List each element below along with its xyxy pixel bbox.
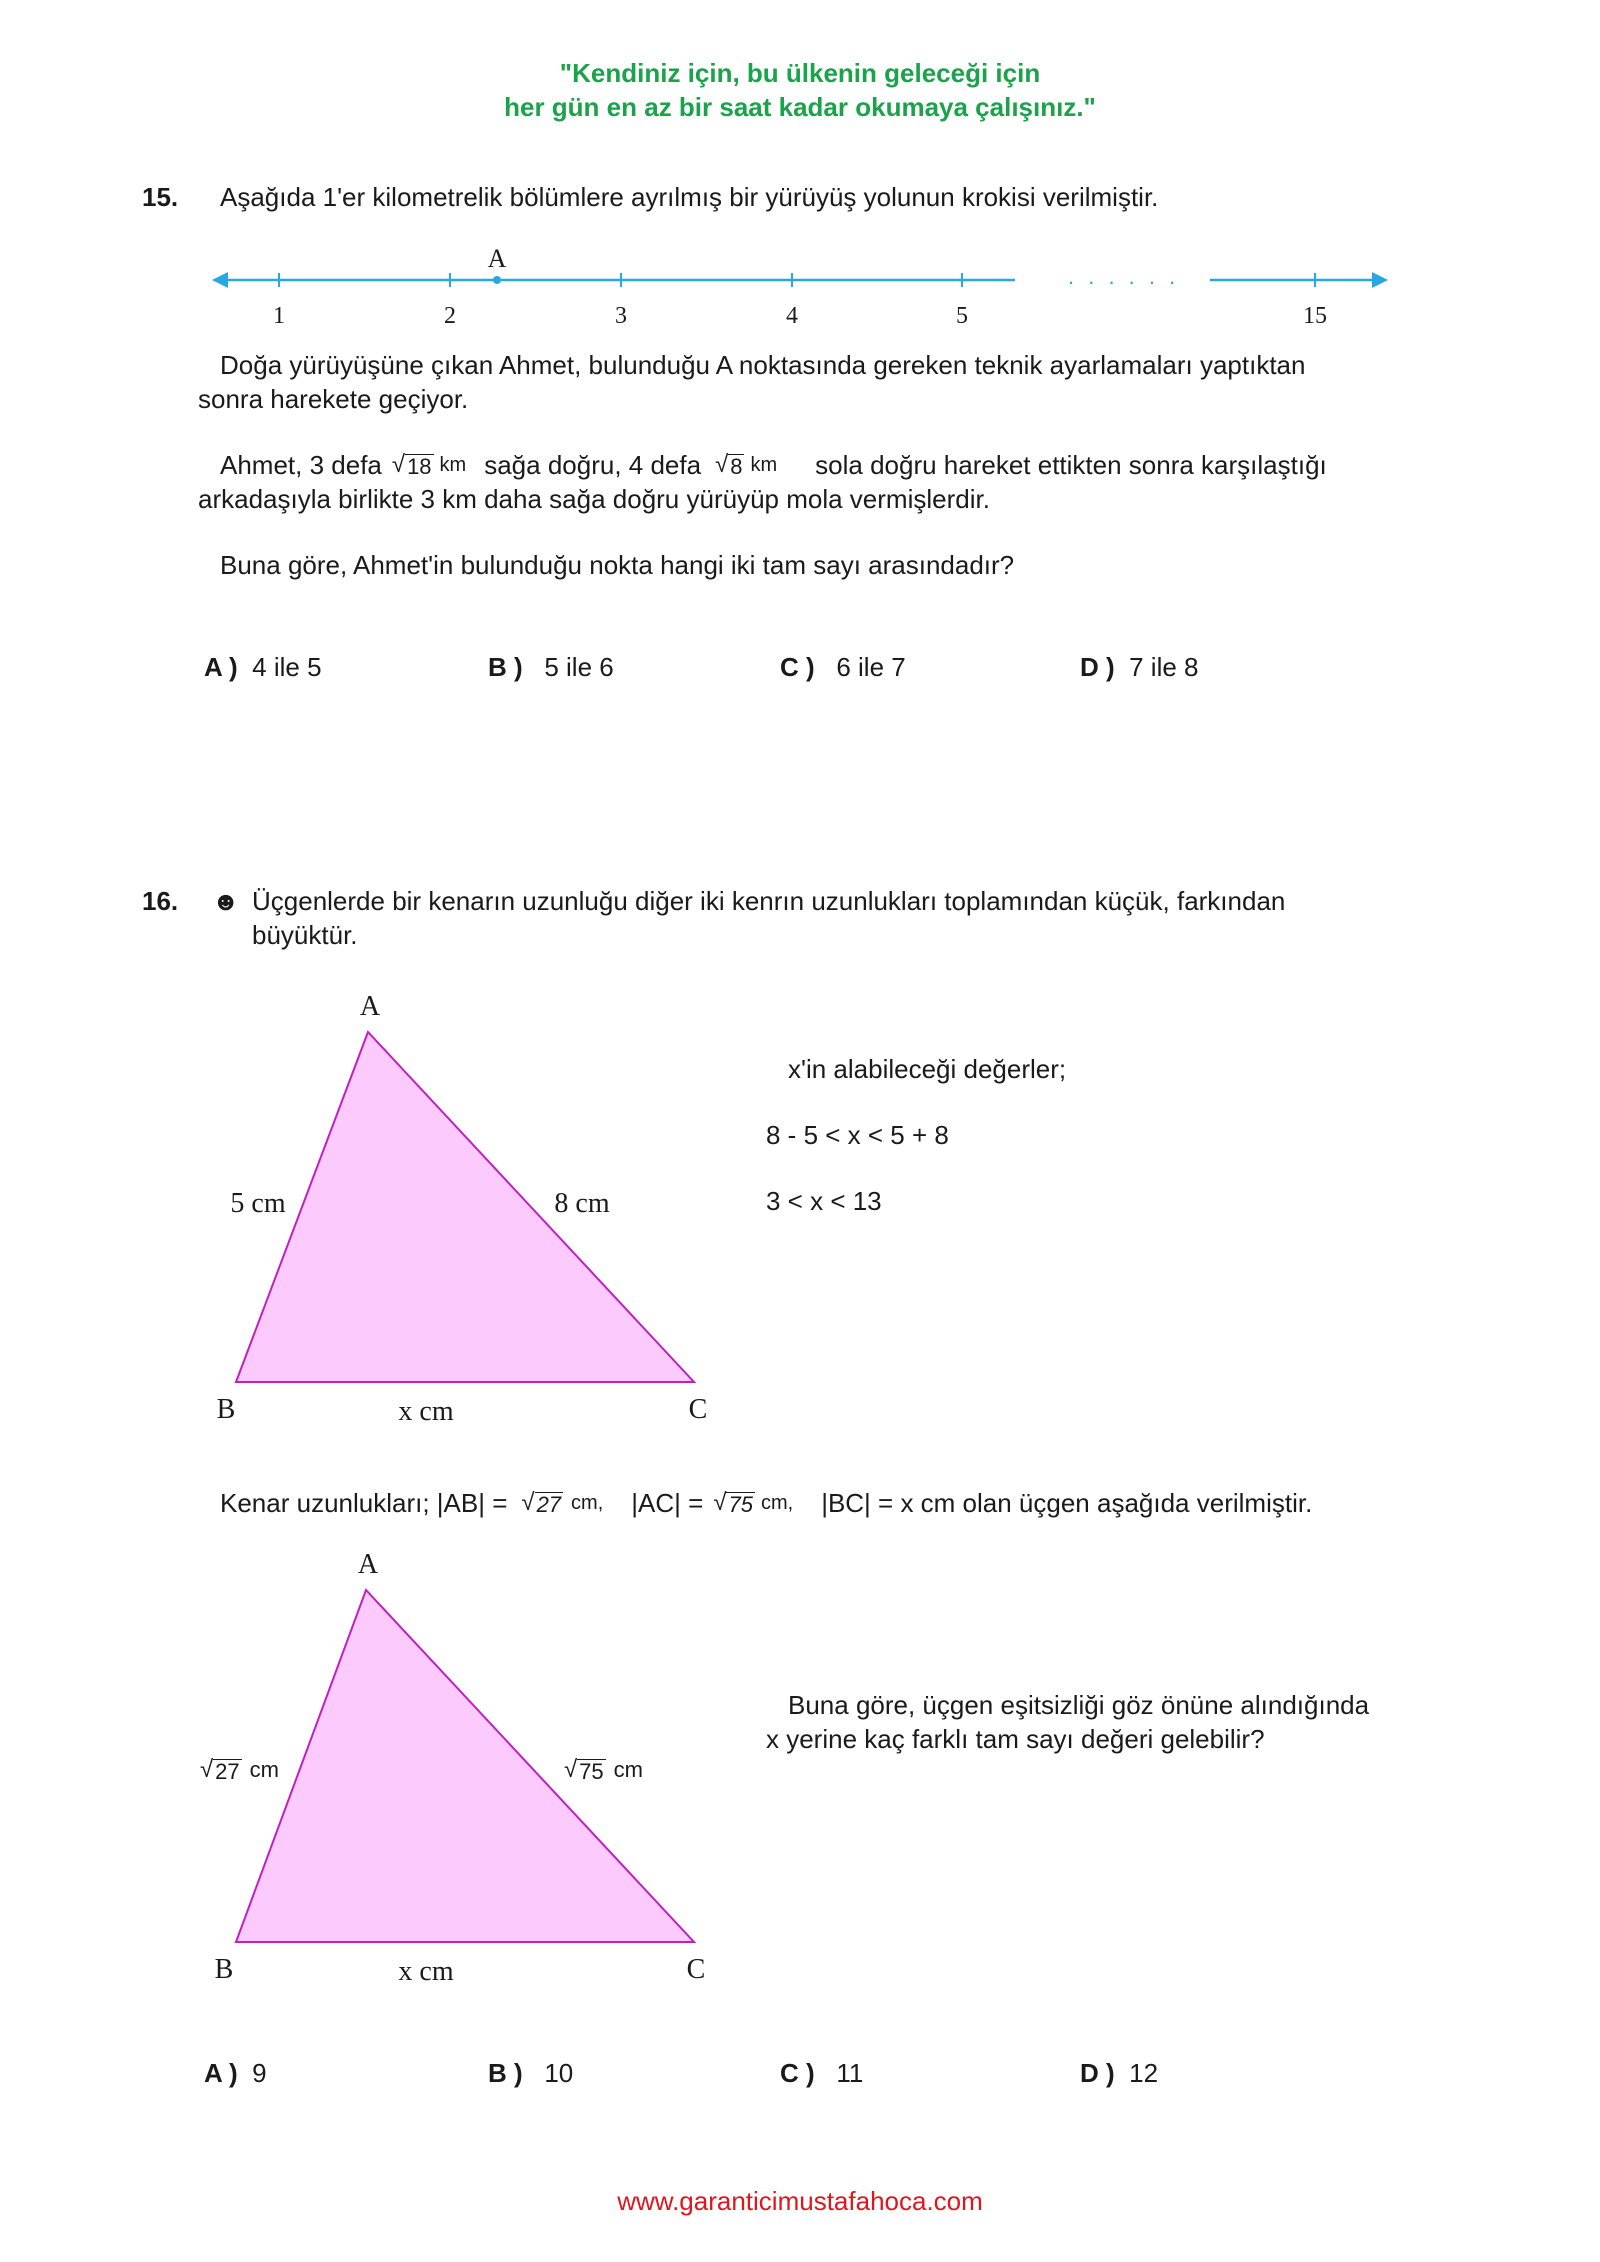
sqrt-icon: √ (391, 451, 406, 478)
vertex-c-label: C (688, 1394, 708, 1425)
q16-option-c[interactable]: C ) 11 (780, 2058, 864, 2088)
sqrt-18: √ 18 (392, 448, 434, 482)
tick-label-3: 3 (615, 303, 627, 329)
sqrt-icon: √ (521, 1489, 535, 1516)
q15-para1-line2: sonra harekete geçiyor. (198, 384, 469, 414)
vertex-a-label: A (359, 991, 381, 1022)
example-inequality-2: 3 < x < 13 (766, 1186, 882, 1216)
example-title: x'in alabileceği değerler; (788, 1054, 1067, 1084)
q16-question-line2: x yerine kaç farklı tam sayı değeri gelebilir? (766, 1724, 1265, 1754)
tick-label-5: 5 (956, 303, 968, 329)
tick-label-2: 2 (444, 303, 456, 329)
vertex-b-label: B (216, 1394, 236, 1425)
q16-option-b[interactable]: B ) 10 (488, 2058, 574, 2088)
point-a-marker (493, 276, 501, 284)
side-ac-root-label: √ 75 cm (564, 1753, 643, 1787)
vertex-b-label: B (214, 1954, 234, 1985)
q16-question-line1: Buna göre, üçgen eşitsizliği göz önüne alındığında (788, 1690, 1370, 1720)
triangle-abc-example (236, 1032, 694, 1382)
header-quote-line2: her gün en az bir saat kadar okumaya çalışınız." (504, 92, 1096, 122)
sqrt-75: √ 75 (713, 1486, 755, 1520)
sqrt-icon: √ (200, 1756, 214, 1783)
q16-rule-line2: büyüktür. (252, 920, 358, 950)
q15-number-line (200, 240, 1400, 340)
right-arrow-icon (1372, 272, 1388, 288)
q15-question: Buna göre, Ahmet'in bulunduğu nokta hangi iki tam sayı arasındadır? (220, 550, 1015, 580)
header-quote-line1: "Kendiniz için, bu ülkenin geleceği için (559, 58, 1041, 88)
q15-para2-c: sola doğru hareket ettikten sonra karşılaştığı (815, 450, 1327, 480)
q16-statement: Kenar uzunlukları; |AB| = √ 27 cm, |AC| = √ 75 cm, |BC| = x cm olan üçgen aşağıda verilmiştir. (220, 1488, 1313, 1518)
vertex-c-label: C (686, 1954, 706, 1985)
footer-url[interactable]: www.garanticimustafahoca.com (617, 2186, 983, 2216)
q16-rule-line1: Üçgenlerde bir kenarın uzunluğu diğer iki kenrın uzunlukları toplamından küçük, farkından (252, 886, 1286, 916)
side-ab-label: 5 cm (230, 1188, 286, 1219)
q15-para1-line1: Doğa yürüyüşüne çıkan Ahmet, bulunduğu A noktasında gereken teknik ayarlamaları yaptıktan (220, 350, 1306, 380)
sqrt-icon: √ (564, 1756, 578, 1783)
side-ab-root-label: √ 27 cm (200, 1753, 279, 1787)
unit-km-1: km (439, 454, 467, 476)
number-line-dots: . . . . . . (1068, 264, 1180, 289)
side-bc-label: x cm (398, 1956, 454, 1987)
left-arrow-icon (212, 272, 228, 288)
vertex-a-label: A (357, 1549, 379, 1580)
sqrt-27: √ 27 (521, 1486, 563, 1520)
sqrt-icon: √ (713, 1489, 727, 1516)
q16-option-a[interactable]: A ) 9 (204, 2058, 267, 2088)
tick-label-4: 4 (786, 303, 798, 329)
unit-km-2: km (750, 454, 778, 476)
q15-option-d[interactable]: D ) 7 ile 8 (1080, 652, 1199, 682)
q15-option-c[interactable]: C ) 6 ile 7 (780, 652, 906, 682)
q15-para2-b: sağa doğru, 4 defa (484, 450, 702, 480)
side-ac-label: 8 cm (554, 1188, 610, 1219)
q15-intro: Aşağıda 1'er kilometrelik bölümlere ayrılmış bir yürüyüş yolunun krokisi verilmiştir. (220, 182, 1159, 212)
triangle-example (200, 980, 740, 1440)
q15-option-b[interactable]: B ) 5 ile 6 (488, 652, 614, 682)
q16-option-d[interactable]: D ) 12 (1080, 2058, 1159, 2088)
sqrt-icon: √ (715, 451, 729, 478)
tick-label-15: 15 (1303, 303, 1327, 329)
q15-para2-line2: arkadaşıyla birlikte 3 km daha sağa doğru yürüyüp mola vermişlerdir. (198, 484, 990, 514)
smiley-icon: ☻ (212, 886, 240, 916)
point-a-label: A (487, 244, 507, 273)
tick-label-1: 1 (273, 303, 285, 329)
q15-option-a[interactable]: A ) 4 ile 5 (204, 652, 322, 682)
q15-number: 15. (142, 182, 179, 212)
example-inequality-1: 8 - 5 < x < 5 + 8 (766, 1120, 949, 1150)
q16-number: 16. (142, 886, 179, 916)
side-bc-label: x cm (398, 1396, 454, 1427)
q15-para2-line1 (220, 448, 1327, 482)
sqrt-8: √ 8 (715, 448, 744, 482)
q15-para2-a: Ahmet, 3 defa (220, 450, 382, 480)
